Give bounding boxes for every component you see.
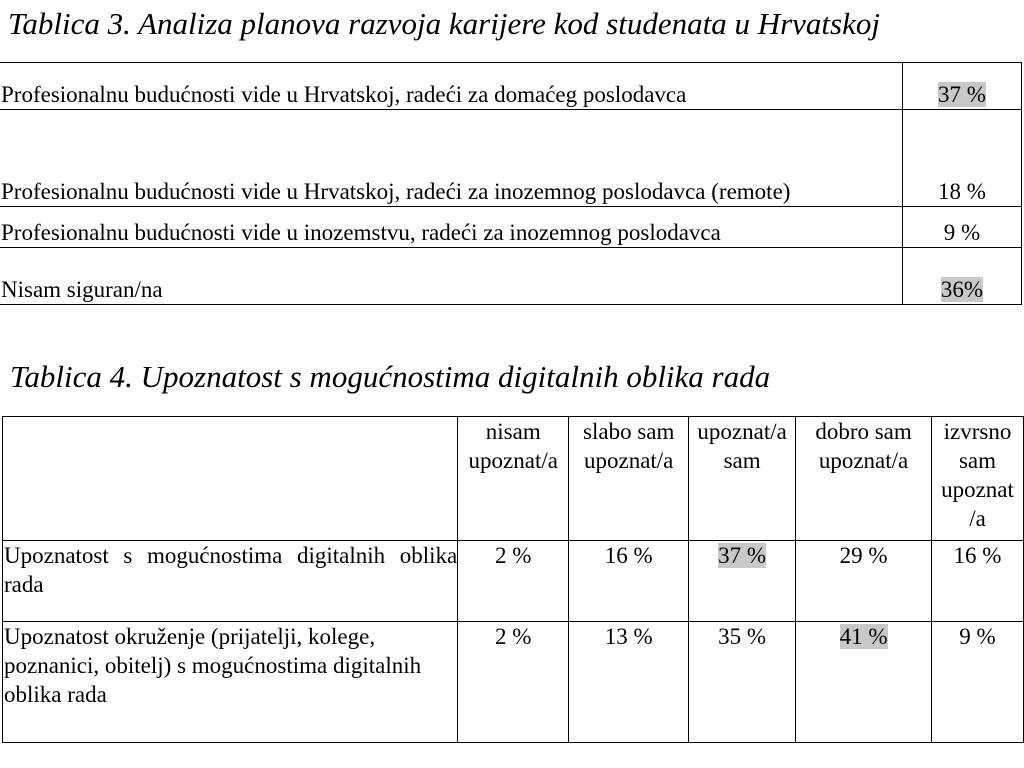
table-row <box>0 248 1022 305</box>
table-row <box>0 63 1022 110</box>
row-value <box>903 207 1022 248</box>
row-label: Profesionalnu budućnosti vide u Hrvatskoj, radeći za domaćeg poslodavca <box>0 63 903 110</box>
cell-value <box>458 622 569 743</box>
column-header: izvrsno sam upoznat /a <box>932 417 1024 541</box>
value-text: 9 % <box>943 220 981 245</box>
row-label: Profesionalnu budućnosti vide u Hrvatskoj, radeći za inozemnog poslodavca (remote) <box>0 110 903 207</box>
row-label: Nisam siguran/na <box>0 248 903 305</box>
value-text: 9 % <box>959 624 996 649</box>
row-label: Profesionalnu budućnosti vide u inozemstvu, radeći za inozemnog poslodavca <box>0 207 903 248</box>
value-text: 16 % <box>604 543 653 568</box>
column-header: upoznat/a sam <box>689 417 796 541</box>
row-value <box>903 248 1022 305</box>
row-label: Upoznatost s mogućnostima digitalnih oblika rada <box>3 541 458 622</box>
value-text: 16 % <box>953 543 1002 568</box>
career-plans-table <box>0 62 1022 305</box>
highlighted-value: 41 % <box>839 624 888 649</box>
table-row <box>0 110 1022 207</box>
table3-caption: Tablica 3. Analiza planova razvoja karijere kod studenata u Hrvatskoj <box>8 6 880 41</box>
table-row <box>3 541 1024 622</box>
header-empty <box>3 417 458 541</box>
row-value <box>903 110 1022 207</box>
value-text: 29 % <box>839 543 888 568</box>
cell-value <box>569 622 689 743</box>
table4-caption: Tablica 4. Upoznatost s mogućnostima digitalnih oblika rada <box>10 359 771 394</box>
cell-value <box>932 622 1024 743</box>
header-row <box>3 417 1024 541</box>
value-text: 35 % <box>718 624 767 649</box>
column-header: nisam upoznat/a <box>458 417 569 541</box>
cell-value <box>796 622 932 743</box>
digital-work-awareness-table <box>2 416 1024 743</box>
row-label: Upoznatost okruženje (prijatelji, kolege, poznanici, obitelj) s mogućnostima digitalnih oblika rada <box>3 622 458 743</box>
table-row <box>3 622 1024 743</box>
value-text: 2 % <box>495 624 532 649</box>
value-text: 18 % <box>938 179 986 204</box>
value-text: 13 % <box>604 624 653 649</box>
cell-value <box>458 541 569 622</box>
cell-value <box>689 622 796 743</box>
highlighted-value: 37 % <box>718 543 767 568</box>
table-row <box>0 207 1022 248</box>
cell-value <box>796 541 932 622</box>
cell-value <box>932 541 1024 622</box>
column-header: slabo sam upoznat/a <box>569 417 689 541</box>
column-header: dobro sam upoznat/a <box>796 417 932 541</box>
cell-value <box>689 541 796 622</box>
cell-value <box>569 541 689 622</box>
value-text: 2 % <box>495 543 532 568</box>
row-value <box>903 63 1022 110</box>
highlighted-value: 36% <box>940 277 984 302</box>
highlighted-value: 37 % <box>938 82 986 107</box>
